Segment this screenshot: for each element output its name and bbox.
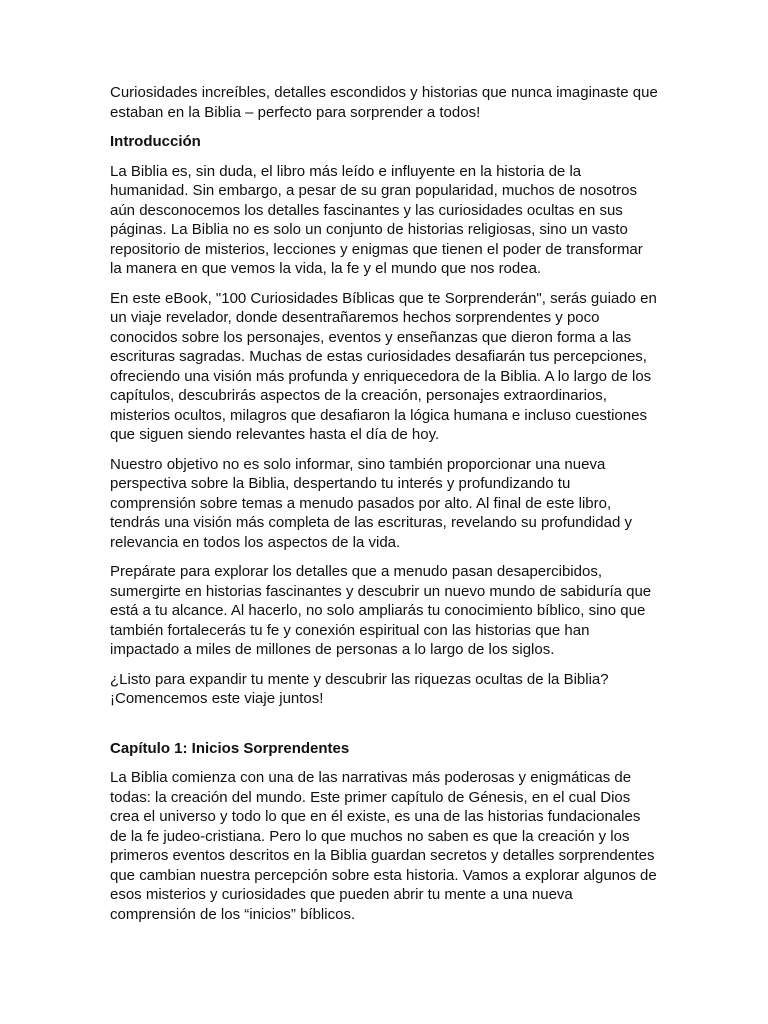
intro-paragraph-2: En este eBook, "100 Curiosidades Bíblicas que te Sorprenderán", serás guiado en un viaje revelador, donde desentrañaremos hechos sorprendentes y poco conocidos sobre los personajes, eventos y enseñanzas que dieron forma a las escrituras sagradas. Muchas de estas curiosidades desafiarán tus percepciones, ofreciendo una visión más profunda y enriquecedora de la Biblia. A lo largo de los capítulos, descubrirás aspectos de la creación, personajes extraordinarios, misterios ocultos, milagros que desafiaron la lógica humana e incluso cuestiones que siguen siendo relevantes hasta el día de hoy. bbox=[110, 289, 657, 443]
intro-paragraph-4: Prepárate para explorar los detalles que a menudo pasan desapercibidos, sumergirte en historias fascinantes y descubrir un nuevo mundo de sabiduría que está a tu alcance. Al hacerlo, no solo ampliarás tu conocimiento bíblico, sino que también fortalecerás tu fe y conexión espiritual con las historias que han impactado a miles de millones de personas a lo largo de los siglos. bbox=[110, 563, 652, 658]
intro-paragraph-3: Nuestro objetivo no es solo informar, sino también proporcionar una nueva perspectiva sobre la Biblia, despertando tu interés y profundizando tu comprensión sobre temas a menudo pasados por alto. Al final de este libro, tendrás una visión más completa de las escrituras, revelando su profundidad y relevancia en todos los aspectos de la vida. bbox=[110, 455, 632, 551]
intro-paragraph-5: ¿Listo para expandir tu mente y descubrir las riquezas ocultas de la Biblia? ¡Comencemos este viaje juntos! bbox=[110, 670, 609, 707]
lead-paragraph: Curiosidades increíbles, detalles escondidos y historias que nunca imaginaste que estaban en la Biblia – perfecto para sorprender a todos! bbox=[110, 84, 658, 121]
document-page bbox=[110, 83, 658, 934]
intro-paragraph-1: La Biblia es, sin duda, el libro más leído e influyente en la historia de la humanidad. Sin embargo, a pesar de su gran popularidad, muchos de nosotros aún desconocemos los detalles fascinantes y las curiosidades ocultas en sus páginas. La Biblia no es solo un conjunto de historias religiosas, sino un vasto repositorio de misterios, lecciones y enigmas que tienen el poder de transformar la manera en que vemos la vida, la fe y el mundo que nos rodea. bbox=[110, 162, 643, 277]
intro-heading: Introducción bbox=[110, 133, 201, 150]
chapter-paragraph: La Biblia comienza con una de las narrativas más poderosas y enigmáticas de todas: la creación del mundo. Este primer capítulo de Génesis, en el cual Dios crea el universo y todo lo que en él existe, es una de las historias fundacionales de la fe judeo-cristiana. Pero lo que muchos no saben es que la creación y los primeros eventos descritos en la Biblia guardan secretos y detalles sorprendentes que cambian nuestra percepción sobre esta historia. Vamos a explorar algunos de esos misterios y curiosidades que pueden abrir tu mente a una nueva comprensión de los “inicios” bíblicos. bbox=[110, 769, 657, 923]
chapter-heading: Capítulo 1: Inicios Sorprendentes bbox=[110, 739, 350, 757]
